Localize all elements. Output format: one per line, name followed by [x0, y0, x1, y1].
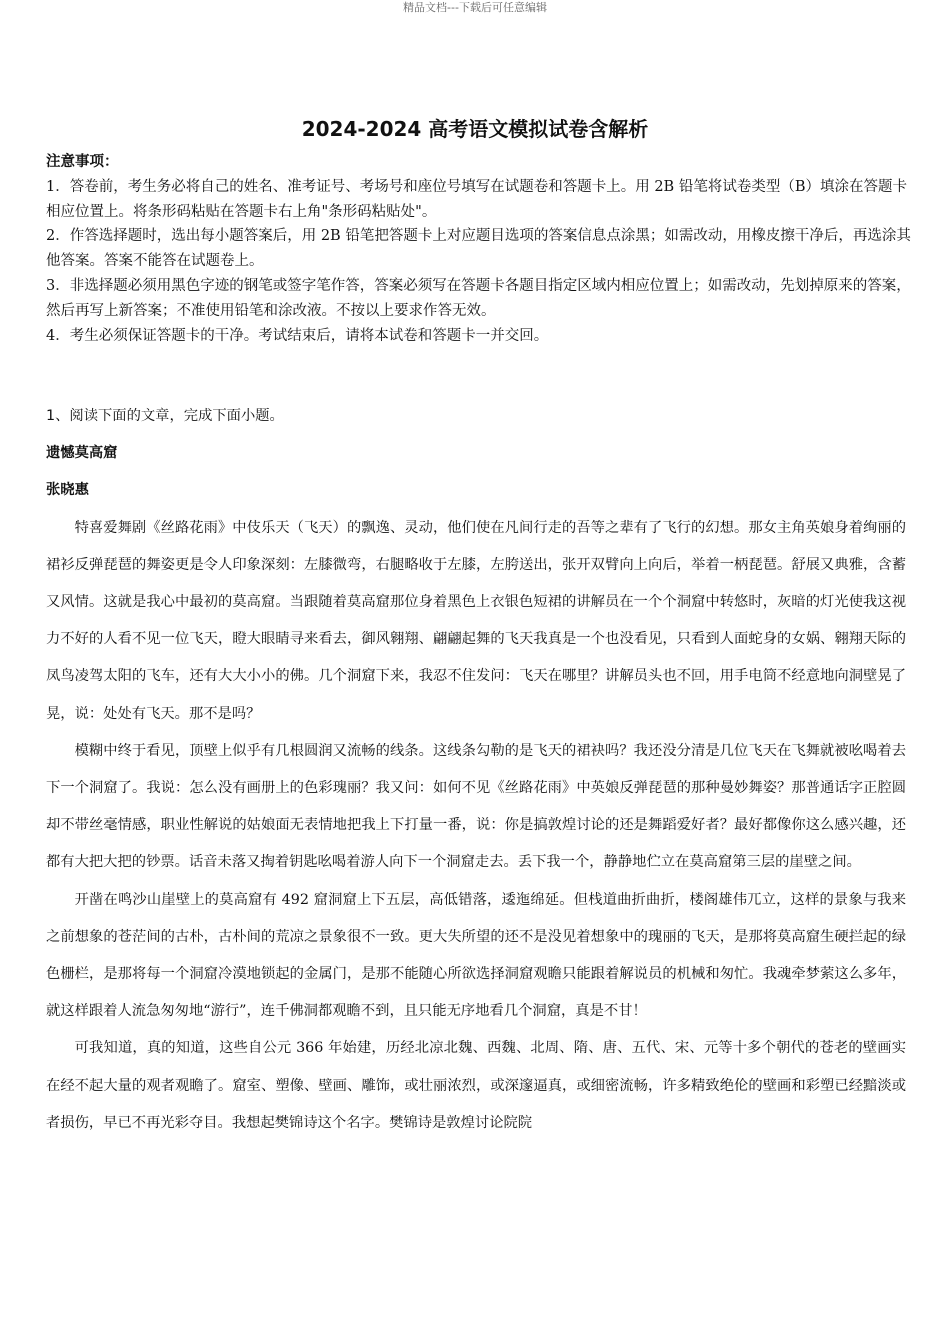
notice-item: 3．非选择题必须用黑色字迹的钢笔或签字笔作答，答案必须写在答题卡各题目指定区域内相应位置上；如需改动，先划掉原来的答案，然后再写上新答案；不准使用铅笔和涂改液。不按以上要求作答无效。	[46, 277, 911, 319]
notice-section	[46, 150, 916, 348]
article-title: 遗憾莫高窟	[46, 445, 118, 462]
article-paragraph: 可我知道，真的知道，这些自公元 366 年始建，历经北凉北魏、西魏、北周、隋、唐、五代、宋、元等十多个朝代的苍老的壁画实在经不起大量的观者观瞻了。窟室、塑像、壁画、雕饰，或壮丽浓烈，或深邃逼真，或细密流畅，许多精致绝伦的壁画和彩塑已经黯淡或者损伤，早已不再光彩夺目。我想起樊锦诗这个名字。樊锦诗是敦煌讨论院院	[46, 1040, 906, 1131]
question-section	[46, 398, 906, 1142]
notice-item: 1．答卷前，考生务必将自己的姓名、准考证号、考场号和座位号填写在试题卷和答题卡上。用 2B 铅笔将试卷类型（B）填涂在答题卡相应位置上。将条形码粘贴在答题卡右上角"条形码粘贴处"。	[46, 178, 907, 220]
document-title: 2024-2024 高考语文模拟试卷含解析	[301, 117, 649, 141]
notice-heading: 注意事项：	[46, 154, 119, 170]
article-paragraph: 开凿在鸣沙山崖壁上的莫高窟有 492 窟洞窟上下五层，高低错落，逶迤绵延。但栈道曲折曲折，楼阁雄伟兀立，这样的景象与我来之前想象的苍茫间的古朴，古朴间的荒凉之景象很不一致。更大失所望的还不是没见着想象中的瑰丽的飞天，是那将莫高窟生硬拦起的绿色栅栏，是那将每一个洞窟冷漠地锁起的金属门，是那不能随心所欲选择洞窟观瞻只能跟着解说员的机械和匆忙。我魂牵梦萦这么多年，就这样跟着人流急匆匆地“游行”，连千佛洞都观瞻不到，且只能无序地看几个洞窟，真是不甘！	[46, 891, 906, 1020]
article-paragraph: 特喜爱舞剧《丝路花雨》中伎乐天（飞天）的飘逸、灵动，他们使在凡间行走的吾等之辈有了飞行的幻想。那女主角英娘身着绚丽的裙衫反弹琵琶的舞姿更是令人印象深刻：左膝微弯，右腿略收于左膝，左胯送出，张开双臂向上向后，举着一柄琵琶。舒展又典雅，含蓄又风情。这就是我心中最初的莫高窟。当跟随着莫高窟那位身着黑色上衣银色短裙的讲解员在一个个洞窟中转悠时，灰暗的灯光使我这视力不好的人看不见一位飞天，瞪大眼睛寻来看去，御风翱翔、翩翩起舞的飞天我真是一个也没看见，只看到人面蛇身的女娲、翱翔天际的凤鸟凌驾太阳的飞车，还有大大小小的佛。几个洞窟下来，我忍不住发问：飞天在哪里？讲解员头也不回，用手电筒不经意地向洞壁晃了晃，说：处处有飞天。那不是吗？	[46, 519, 906, 722]
notice-item: 2．作答选择题时，选出每小题答案后，用 2B 铅笔把答题卡上对应题目选项的答案信息点涂黑；如需改动，用橡皮擦干净后，再选涂其他答案。答案不能答在试题卷上。	[46, 228, 911, 270]
question-prompt: 1、阅读下面的文章，完成下面小题。	[46, 408, 284, 424]
article-author: 张晓惠	[46, 482, 89, 499]
notice-item: 4．考生必须保证答题卡的干净。考试结束后，请将本试卷和答题卡一并交回。	[46, 327, 549, 344]
article-paragraph: 模糊中终于看见，顶壁上似乎有几根圆润又流畅的线条。这线条勾勒的是飞天的裙袂吗？我还没分清是几位飞天在飞舞就被吆喝着去下一个洞窟了。我说：怎么没有画册上的色彩瑰丽？我又问：如何不见《丝路花雨》中英娘反弹琵琶的那种曼妙舞姿？那普通话字正腔圆却不带丝毫情感，职业性解说的姑娘面无表情地把我上下打量一番，说：你是搞敦煌讨论的还是舞蹈爱好者？最好都像你这么感兴趣，还都有大把大把的钞票。话音未落又掏着钥匙吆喝着游人向下一个洞窟走去。丢下我一个，静静地伫立在莫高窟第三层的崖壁之间。	[46, 742, 906, 871]
page-header-note: 精品文档---下载后可任意编辑	[403, 1, 547, 14]
